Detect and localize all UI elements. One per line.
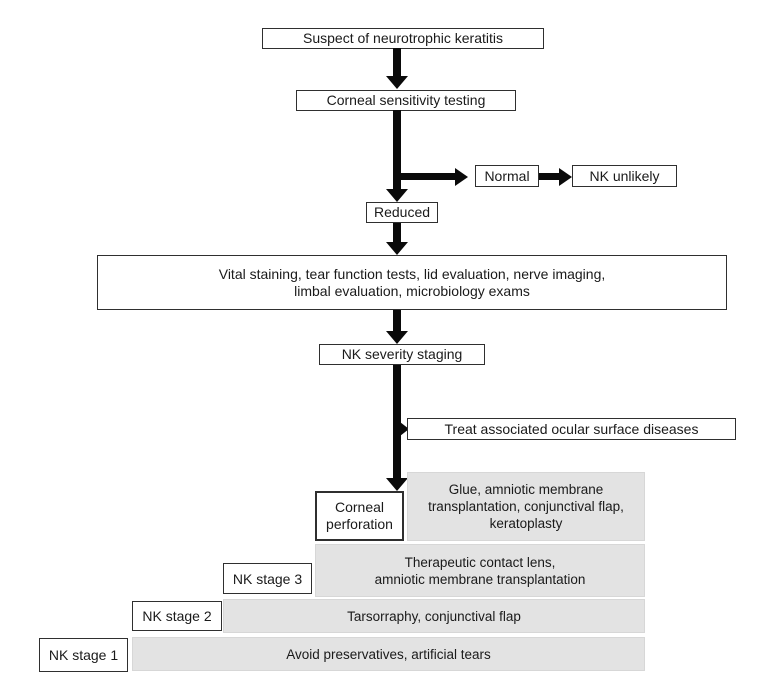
arrow-suspect-to-sensitivity-head [386, 76, 408, 89]
workup-line-2: limbal evaluation, microbiology exams [294, 282, 530, 299]
normal-box: Normal [475, 165, 539, 187]
arrow-workup-to-staging-head [386, 331, 408, 344]
treatment-line: Avoid preservatives, artificial tears [286, 646, 491, 662]
treatment-row-stage1 [132, 637, 645, 671]
stage-label-corneal-perforation: Corneal perforation [315, 491, 404, 541]
treatment-line: keratoplasty [489, 516, 563, 531]
arrow-reduced-to-workup-head [386, 242, 408, 255]
corneal-sensitivity-testing-box: Corneal sensitivity testing [296, 90, 516, 111]
stage-label-nk-stage-1: NK stage 1 [39, 638, 128, 672]
reduced-box: Reduced [366, 202, 438, 223]
workup-box [97, 255, 727, 310]
treatment-row-perforation [407, 472, 645, 541]
treatment-row-stage2 [223, 599, 645, 633]
arrow-staging-to-perforation-head [386, 478, 408, 491]
suspect-nk-box: Suspect of neurotrophic keratitis [262, 28, 544, 49]
arrow-branch-to-normal-head [455, 168, 468, 186]
treatment-line: Tarsorraphy, conjunctival flap [347, 608, 521, 624]
nk-severity-staging-box: NK severity staging [319, 344, 485, 365]
arrow-suspect-to-sensitivity-shaft [393, 48, 401, 76]
workup-line-1: Vital staining, tear function tests, lid evaluation, nerve imaging, [218, 265, 606, 282]
arrow-branch-to-normal-shaft [397, 173, 455, 180]
treatment-line: Glue, amniotic membrane [448, 482, 604, 497]
arrow-workup-to-staging-shaft [393, 310, 401, 331]
treatment-line: transplantation, conjunctival flap, [428, 499, 624, 514]
arrow-sensitivity-to-reduced-head [386, 189, 408, 202]
treat-ocular-surface-box: Treat associated ocular surface diseases [407, 418, 736, 440]
treatment-line: amniotic membrane transplantation [374, 571, 586, 587]
arrow-reduced-to-workup-shaft [393, 223, 401, 242]
arrow-normal-to-unlikely-head [559, 168, 572, 186]
nk-unlikely-box: NK unlikely [572, 165, 677, 187]
arrow-normal-to-unlikely-shaft [539, 173, 559, 180]
stage-label-nk-stage-2: NK stage 2 [132, 601, 222, 631]
treatment-row-stage3 [315, 544, 645, 597]
treatment-line: Therapeutic contact lens, [404, 554, 556, 570]
stage-label-nk-stage-3: NK stage 3 [223, 563, 312, 594]
